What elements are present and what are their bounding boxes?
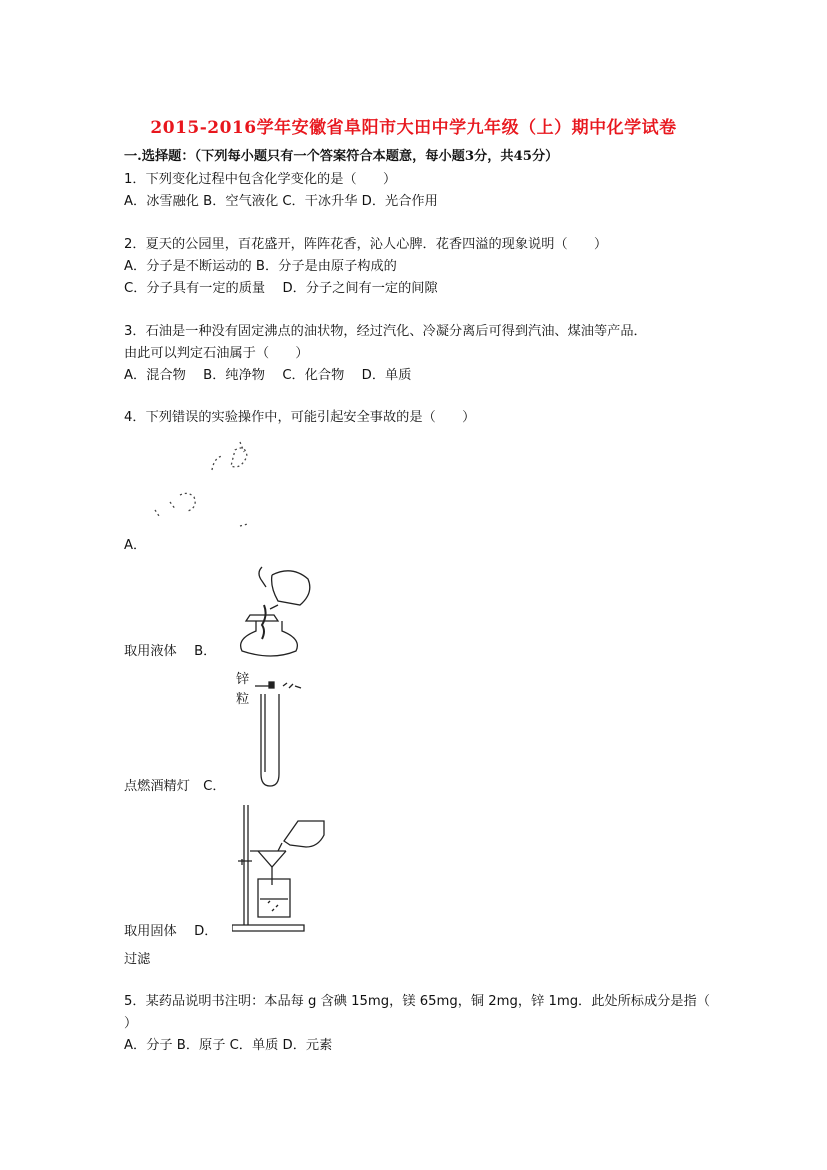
q2-stem: 2．夏天的公园里，百花盛开，阵阵花香，沁人心脾．花香四溢的现象说明（ ） <box>124 237 608 252</box>
q1-stem: 1．下列变化过程中包含化学变化的是（ ） <box>124 172 397 187</box>
section-heading: 一.选择题：（下列每小题只有一个答案符合本题意，每小题3分，共45分） <box>124 149 559 164</box>
q4-option-b-label: 取用液体 B． <box>124 644 217 659</box>
q3-stem-line2: 由此可以判定石油属于（ ） <box>124 346 309 361</box>
zinc-label-1: 锌 <box>236 672 250 687</box>
figure-test-tube <box>255 672 315 792</box>
figure-filtration <box>232 803 337 933</box>
q5-stem-line2: ） <box>124 1016 138 1031</box>
q4-option-c-label: 点燃酒精灯 C． <box>124 779 226 794</box>
q2-options-ab: A．分子是不断运动的 B．分子是由原子构成的 <box>124 259 397 274</box>
zinc-label-2: 粒 <box>236 692 250 707</box>
q4-stem: 4．下列错误的实验操作中，可能引起安全事故的是（ ） <box>124 410 476 425</box>
q4-option-d-label: 取用固体 D． <box>124 924 218 939</box>
q5-stem-line1: 5．某药品说明书注明：本品每 g 含碘 15mg，镁 65mg，铜 2mg，锌 1mg．此处所标成分是指（ <box>124 994 710 1009</box>
q3-options: A．混合物 B．纯净物 C．化合物 D．单质 <box>124 368 412 383</box>
q1-options: A．冰雪融化 B．空气液化 C．干冰升华 D．光合作用 <box>124 194 438 209</box>
q2-options-cd: C．分子具有一定的质量 D．分子之间有一定的间隙 <box>124 281 438 296</box>
q4-option-a-label: A． <box>124 538 147 553</box>
q5-options: A．分子 B．原子 C．单质 D．元素 <box>124 1038 333 1053</box>
q4-option-d-caption: 过滤 <box>124 952 151 967</box>
figure-pouring-liquid <box>150 440 280 535</box>
q3-stem-line1: 3．石油是一种没有固定沸点的油状物，经过汽化、冷凝分离后可得到汽油、煤油等产品． <box>124 324 647 339</box>
figure-flask-pouring <box>232 565 322 660</box>
exam-title: 2015-2016学年安徽省阜阳市大田中学九年级（上）期中化学试卷 <box>150 118 677 138</box>
